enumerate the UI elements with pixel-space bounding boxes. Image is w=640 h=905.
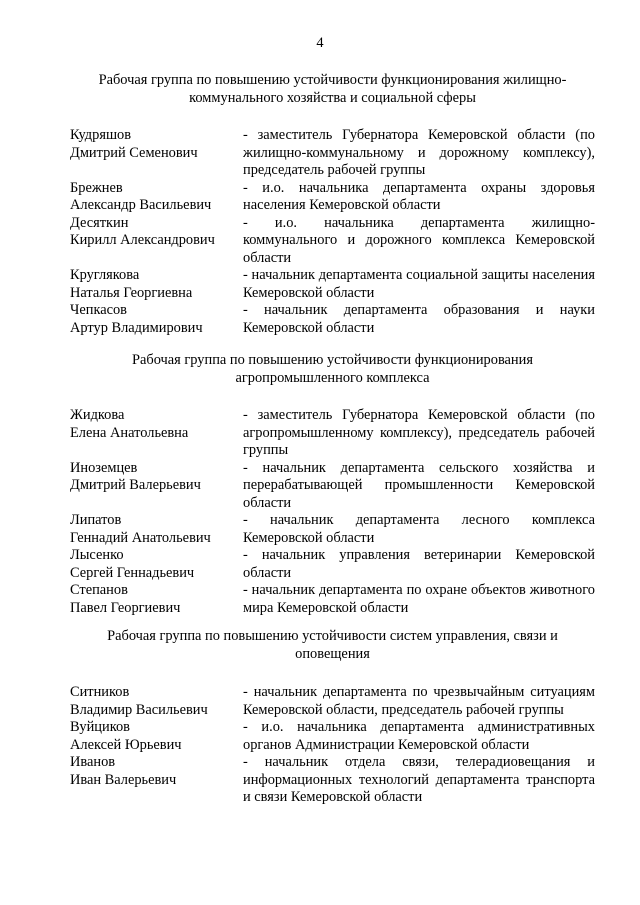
member-name — [70, 547, 243, 582]
member-given-name: Владимир Васильевич — [70, 701, 208, 718]
member-name — [70, 582, 243, 617]
member-name — [70, 302, 243, 337]
member-given-name: Иван Валерьевич — [70, 771, 177, 788]
member-row — [70, 127, 595, 180]
section-title-line: коммунального хозяйства и социальной сферы — [189, 89, 476, 106]
member-surname: Брежнев — [70, 179, 123, 196]
member-list — [70, 407, 595, 617]
member-given-name: Дмитрий Валерьевич — [70, 477, 201, 493]
member-row — [70, 180, 595, 215]
member-name — [70, 215, 243, 268]
member-given-name: Алексей Юрьевич — [70, 736, 182, 753]
member-surname: Чепкасов — [70, 302, 127, 318]
member-role: - заместитель Губернатора Кемеровской области (по агропромышленному комплексу), председатель рабочей группы — [243, 407, 595, 458]
member-role: - начальник департамента сельского хозяйства и перерабатывающей промышленности Кемеровской области — [243, 459, 595, 511]
section-title-line: Рабочая группа по повышению устойчивости функционирования жилищно- — [98, 72, 567, 88]
member-given-name: Дмитрий Семенович — [70, 144, 198, 161]
section-title-line: оповещения — [295, 645, 370, 662]
member-name — [70, 267, 243, 302]
member-role: - и.о. начальника департамента административных органов Администрации Кемеровской области — [243, 719, 595, 753]
member-list — [70, 684, 595, 807]
member-given-name: Геннадий Анатольевич — [70, 529, 211, 546]
section-title-line: Рабочая группа по повышению устойчивости систем управления, связи и — [107, 628, 558, 644]
section-title — [70, 628, 595, 663]
member-surname: Степанов — [70, 582, 128, 598]
member-given-name: Наталья Георгиевна — [70, 284, 193, 301]
member-name — [70, 407, 243, 460]
member-name — [70, 684, 243, 719]
member-surname: Ситников — [70, 684, 130, 700]
working-group-communications — [70, 628, 595, 807]
member-surname: Вуйциков — [70, 719, 130, 735]
member-row — [70, 302, 595, 337]
member-role: - начальник департамента лесного комплекса Кемеровской области — [243, 512, 595, 546]
member-role: - и.о. начальника департамента жилищно-коммунального и дорожного комплекса Кемеровской области — [243, 214, 595, 266]
member-given-name: Александр Васильевич — [70, 197, 212, 213]
member-list — [70, 127, 595, 337]
member-row — [70, 684, 595, 719]
member-role: - и.о. начальника департамента охраны здоровья населения Кемеровской области — [243, 179, 595, 213]
member-row — [70, 719, 595, 754]
member-role: - начальник отдела связи, телерадиовещания и информационных технологий департамента транспорта и связи Кемеровской области — [243, 754, 595, 805]
member-given-name: Елена Анатольевна — [70, 424, 189, 441]
member-name — [70, 754, 243, 807]
member-given-name: Павел Георгиевич — [70, 599, 181, 616]
member-row — [70, 512, 595, 547]
section-title-line: Рабочая группа по повышению устойчивости функционирования — [132, 352, 533, 368]
member-row — [70, 547, 595, 582]
member-surname: Лысенко — [70, 547, 124, 563]
member-name — [70, 719, 243, 754]
member-role: - начальник управления ветеринарии Кемеровской области — [243, 547, 595, 581]
member-role: - начальник департамента образования и науки Кемеровской области — [243, 302, 595, 336]
member-surname: Круглякова — [70, 267, 140, 283]
member-surname: Иванов — [70, 754, 116, 770]
member-surname: Иноземцев — [70, 459, 138, 476]
member-name — [70, 127, 243, 180]
member-name — [70, 512, 243, 547]
member-name — [70, 180, 243, 215]
member-surname: Липатов — [70, 512, 122, 528]
member-surname: Жидкова — [70, 407, 125, 423]
section-title — [70, 72, 595, 107]
member-given-name: Кирилл Александрович — [70, 232, 215, 248]
member-row — [70, 754, 595, 807]
member-given-name: Сергей Геннадьевич — [70, 564, 195, 581]
member-role: - заместитель Губернатора Кемеровской области (по жилищно-коммунальному и дорожному комплексу), председатель рабочей группы — [243, 127, 595, 178]
member-row — [70, 267, 595, 302]
working-group-agro — [70, 352, 595, 617]
member-row — [70, 460, 595, 513]
member-row — [70, 407, 595, 460]
member-name — [70, 460, 243, 513]
member-role: - начальник департамента по охране объектов животного мира Кемеровской области — [243, 582, 595, 616]
working-group-housing — [70, 72, 595, 337]
member-role: - начальник департамента по чрезвычайным ситуациям Кемеровской области, председатель рабочей группы — [243, 684, 595, 718]
member-row — [70, 582, 595, 617]
member-surname: Кудряшов — [70, 127, 132, 143]
member-given-name: Артур Владимирович — [70, 319, 203, 336]
section-title — [70, 352, 595, 387]
section-title-line: агропромышленного комплекса — [235, 369, 430, 386]
member-surname: Десяткин — [70, 214, 129, 231]
member-row — [70, 215, 595, 268]
page-number: 4 — [316, 35, 324, 51]
member-role: - начальник департамента социальной защиты населения Кемеровской области — [243, 267, 595, 301]
